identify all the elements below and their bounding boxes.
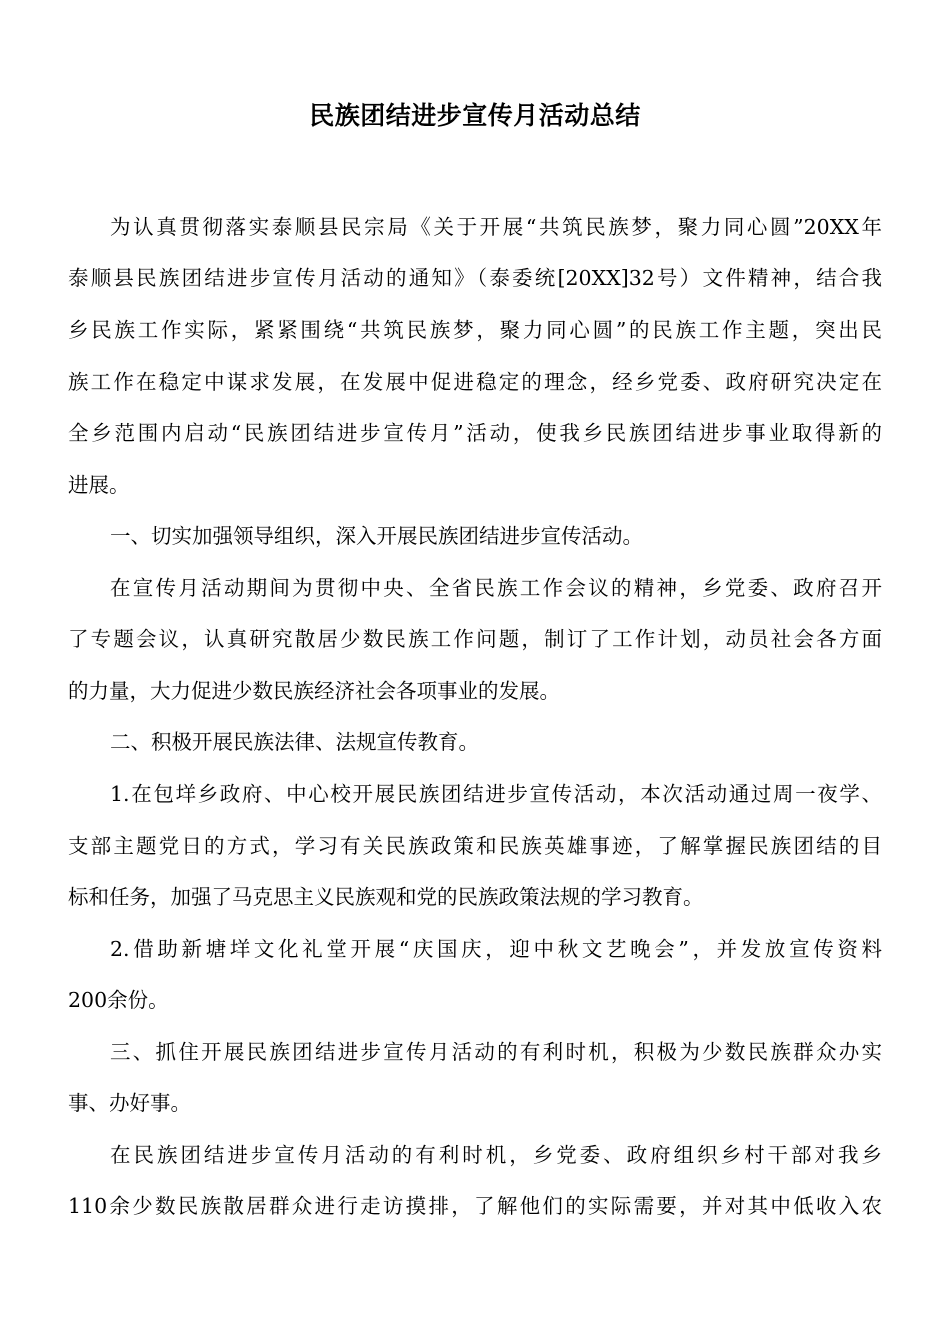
item-1-line-1: 1.在包垟乡政府、中心校开展民族团结进步宣传活动，本次活动通过周一夜学、 — [110, 782, 882, 806]
paragraph-3-line-2: 110余少数民族散居群众进行走访摸排，了解他们的实际需要，并对其中低收入农 — [68, 1194, 882, 1218]
paragraph-1-line-2: 泰顺县民族团结进步宣传月活动的通知》（泰委统[20XX]32号）文件精神，结合我 — [68, 266, 882, 290]
section-heading-3-line-1: 三、抓住开展民族团结进步宣传月活动的有利时机，积极为少数民族群众办实 — [110, 1040, 882, 1064]
paragraph-2-line-1: 在宣传月活动期间为贯彻中央、全省民族工作会议的精神，乡党委、政府召开 — [110, 576, 882, 600]
section-heading-3-line-2: 事、办好事。 — [68, 1091, 191, 1115]
paragraph-1-line-6: 进展。 — [68, 473, 130, 497]
paragraph-2-line-3: 的力量，大力促进少数民族经济社会各项事业的发展。 — [68, 679, 560, 703]
paragraph-1-line-5: 全乡范围内启动“民族团结进步宣传月”活动，使我乡民族团结进步事业取得新的 — [68, 421, 882, 445]
section-heading-2: 二、积极开展民族法律、法规宣传教育。 — [110, 730, 479, 754]
item-1-line-3: 标和任务，加强了马克思主义民族观和党的民族政策法规的学习教育。 — [68, 885, 704, 909]
paragraph-1-line-1: 为认真贯彻落实泰顺县民宗局《关于开展“共筑民族梦，聚力同心圆”20XX年 — [110, 215, 882, 239]
item-2-line-2: 200余份。 — [68, 988, 169, 1012]
item-1-line-2: 支部主题党日的方式，学习有关民族政策和民族英雄事迹，了解掌握民族团结的目 — [68, 834, 882, 858]
document-title: 民族团结进步宣传月活动总结 — [309, 101, 641, 130]
paragraph-1-line-3: 乡民族工作实际，紧紧围绕“共筑民族梦，聚力同心圆”的民族工作主题，突出民 — [68, 318, 882, 342]
section-heading-1: 一、切实加强领导组织，深入开展民族团结进步宣传活动。 — [110, 524, 643, 548]
item-2-line-1: 2.借助新塘垟文化礼堂开展“庆国庆，迎中秋文艺晚会”，并发放宣传资料 — [110, 937, 882, 961]
paragraph-3-line-1: 在民族团结进步宣传月活动的有利时机，乡党委、政府组织乡村干部对我乡 — [110, 1143, 882, 1167]
paragraph-2-line-2: 了专题会议，认真研究散居少数民族工作问题，制订了工作计划，动员社会各方面 — [68, 627, 882, 651]
paragraph-1-line-4: 族工作在稳定中谋求发展，在发展中促进稳定的理念，经乡党委、政府研究决定在 — [68, 370, 882, 394]
